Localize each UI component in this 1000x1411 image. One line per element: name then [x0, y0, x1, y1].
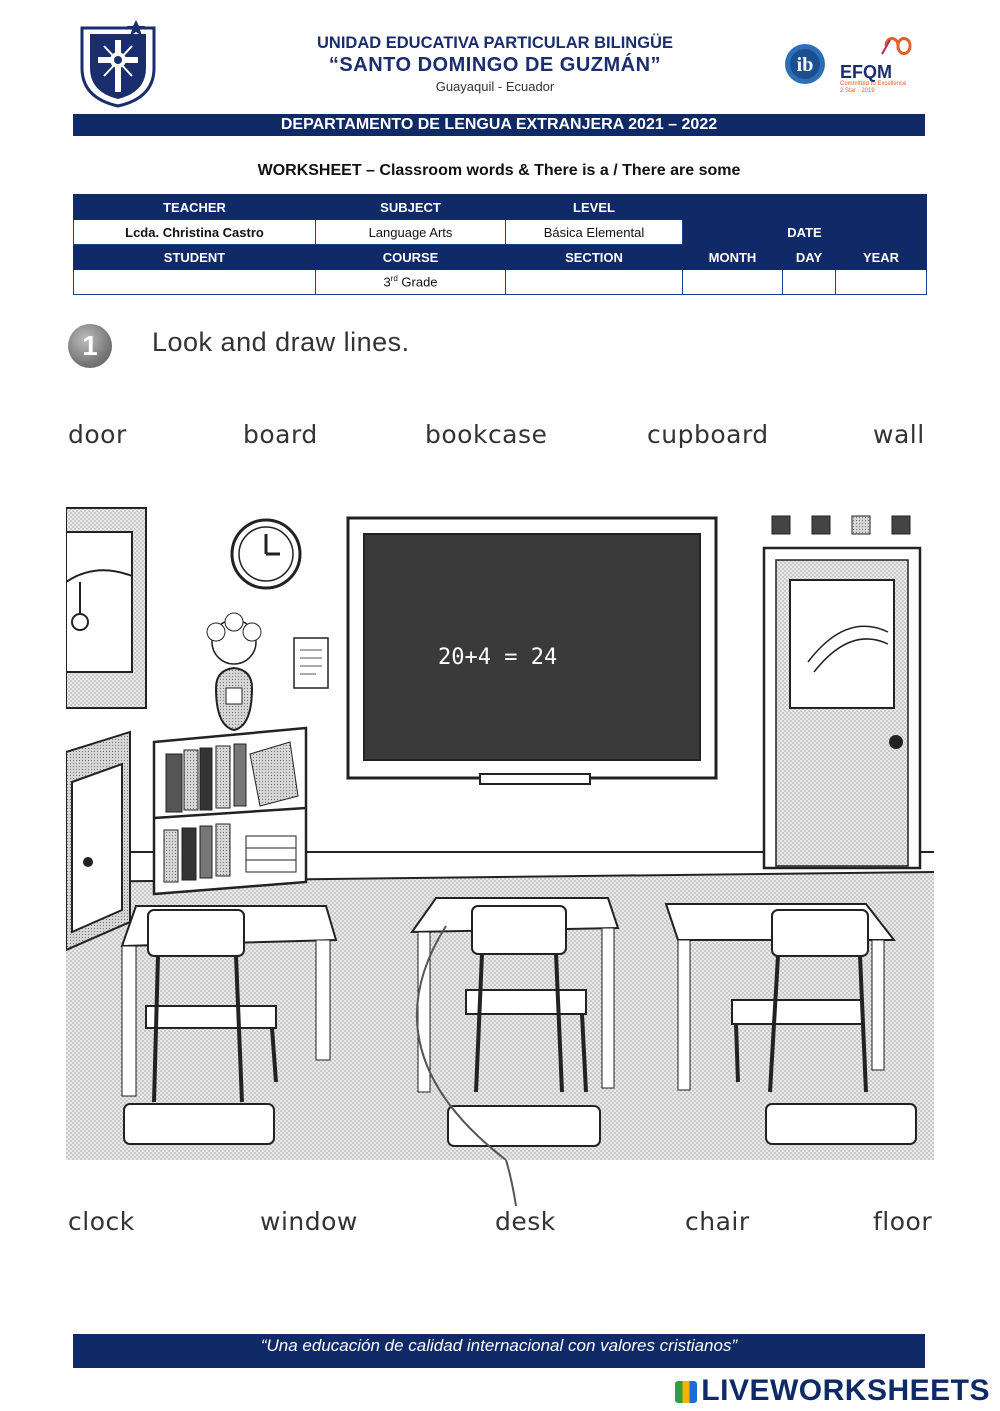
- ib-logo: [783, 42, 827, 86]
- word-door[interactable]: door: [68, 420, 127, 449]
- blackboard: [348, 518, 716, 784]
- teacher-value: Lcda. Christina Castro: [74, 220, 316, 245]
- efqm-infinity-icon: [838, 34, 920, 58]
- word-clock[interactable]: clock: [68, 1207, 135, 1236]
- course-header: COURSE: [316, 245, 506, 270]
- front-chair-left: [124, 1104, 274, 1144]
- date-header: DATE: [683, 220, 927, 245]
- school-crest-logo: [74, 18, 162, 108]
- window: [66, 508, 146, 708]
- example-answer-line-end: [480, 1160, 520, 1210]
- subject-header: SUBJECT: [316, 195, 506, 220]
- day-header: DAY: [783, 245, 836, 270]
- liveworksheets-icon: [675, 1381, 697, 1403]
- footer-motto: “Una educación de calidad internacional con valores cristianos”: [73, 1334, 925, 1368]
- table-row: [74, 245, 927, 270]
- info-table: [73, 194, 927, 295]
- worksheet-title: WORKSHEET – Classroom words & There is a / There are some: [257, 162, 741, 179]
- word-board[interactable]: board: [243, 420, 318, 449]
- school-name-line2: “SANTO DOMINGO DE GUZMÁN”: [328, 54, 662, 76]
- efqm-subtext-2: 2 Star · 2019: [840, 88, 875, 94]
- door: [764, 548, 920, 868]
- classroom-illustration: [66, 492, 934, 1160]
- efqm-subtext: Committed to Excellence: [840, 81, 907, 87]
- clock: [232, 520, 300, 588]
- month-header: MONTH: [683, 245, 783, 270]
- level-header: LEVEL: [506, 195, 683, 220]
- word-chair[interactable]: chair: [685, 1207, 750, 1236]
- word-wall[interactable]: wall: [873, 420, 925, 449]
- efqm-text: EFQM: [840, 62, 892, 82]
- teacher-header: TEACHER: [74, 195, 316, 220]
- liveworksheets-text: LIVEWORKSHEETS: [701, 1374, 990, 1407]
- exercise-number-badge: 1: [68, 324, 112, 368]
- section-field[interactable]: [506, 270, 683, 295]
- ib-logo-text: ib: [796, 54, 814, 76]
- word-bookcase[interactable]: bookcase: [425, 420, 548, 449]
- board-equation: 20+4 = 24: [438, 645, 558, 670]
- department-banner: DEPARTAMENTO DE LENGUA EXTRANJERA 2021 – 2022: [73, 114, 925, 136]
- word-desk[interactable]: desk: [495, 1207, 556, 1236]
- table-row: [74, 195, 927, 220]
- course-grade-text: Grade: [397, 274, 438, 290]
- word-floor[interactable]: floor: [873, 1207, 933, 1236]
- table-row: [74, 270, 927, 295]
- student-header: STUDENT: [74, 245, 316, 270]
- year-header: YEAR: [836, 245, 927, 270]
- course-number: 3: [383, 274, 391, 290]
- course-value: [316, 270, 506, 295]
- bookcase: [154, 728, 306, 894]
- liveworksheets-watermark: [675, 1374, 990, 1408]
- school-name-line1: UNIDAD EDUCATIVA PARTICULAR BILINGÜE: [317, 34, 673, 52]
- level-value: Básica Elemental: [506, 220, 683, 245]
- section-header: SECTION: [506, 245, 683, 270]
- front-chair-right: [766, 1104, 916, 1144]
- header-blank: [683, 195, 927, 220]
- word-window[interactable]: window: [260, 1207, 358, 1236]
- course-ordinal: rd: [390, 274, 398, 284]
- year-field[interactable]: [836, 270, 927, 295]
- cupboard: [66, 732, 130, 950]
- school-location: Guayaquil - Ecuador: [435, 79, 555, 94]
- wall-notice: [294, 638, 328, 688]
- exercise-instruction: Look and draw lines.: [152, 327, 410, 357]
- front-chair-middle: [448, 1106, 600, 1146]
- efqm-logo: [838, 34, 920, 94]
- word-cupboard[interactable]: cupboard: [647, 420, 769, 449]
- student-field[interactable]: [74, 270, 316, 295]
- month-field[interactable]: [683, 270, 783, 295]
- subject-value: Language Arts: [316, 220, 506, 245]
- day-field[interactable]: [783, 270, 836, 295]
- table-row: [74, 220, 927, 245]
